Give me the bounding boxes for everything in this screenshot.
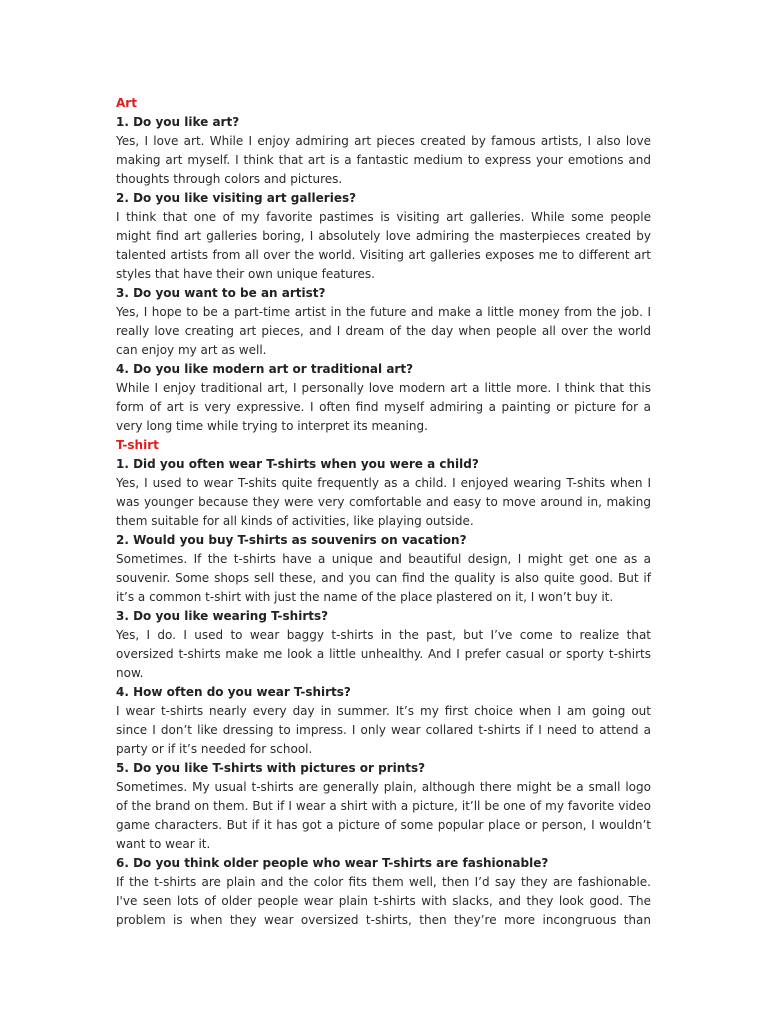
document-page [116,94,651,930]
answer-tshirt-3: Yes, I do. I used to wear baggy t-shirts in the past, but I’ve come to realize that oversized t-shirts make me look a little unhealthy. And I prefer casual or sporty t-shirts now. [116,628,651,680]
question-art-4: 4. Do you like modern art or traditional art? [116,362,414,376]
question-tshirt-3: 3. Do you like wearing T-shirts? [116,609,329,623]
answer-tshirt-1: Yes, I used to wear T-shits quite frequently as a child. I enjoyed wearing T-shits when I was younger because they were very comfortable and easy to move around in, making them suitable for all kinds of activities, like playing outside. [116,476,651,528]
question-tshirt-5: 5. Do you like T-shirts with pictures or prints? [116,761,426,775]
question-art-1: 1. Do you like art? [116,115,240,129]
answer-art-2: I think that one of my favorite pastimes is visiting art galleries. While some people might find art galleries boring, I absolutely love admiring the masterpieces created by talented artists from all over the world. Visiting art galleries exposes me to different art styles that have their own unique features. [116,210,651,281]
question-tshirt-1: 1. Did you often wear T-shirts when you were a child? [116,457,479,471]
question-tshirt-6: 6. Do you think older people who wear T-shirts are fashionable? [116,856,549,870]
question-tshirt-2: 2. Would you buy T-shirts as souvenirs on vacation? [116,533,467,547]
question-tshirt-4: 4. How often do you wear T-shirts? [116,685,351,699]
section-title-art: Art [116,96,137,110]
answer-tshirt-2: Sometimes. If the t-shirts have a unique and beautiful design, I might get one as a souvenir. Some shops sell these, and you can find the quality is also quite good. But if it’s a common t-shirt with just the name of the place plastered on it, I won’t buy it. [116,552,651,604]
question-art-2: 2. Do you like visiting art galleries? [116,191,357,205]
answer-tshirt-5: Sometimes. My usual t-shirts are generally plain, although there might be a small logo of the brand on them. But if I wear a shirt with a picture, it’ll be one of my favorite video game characters. But if it has got a picture of some popular place or person, I wouldn’t want to wear it. [116,780,651,851]
answer-tshirt-6: If the t-shirts are plain and the color fits them well, then I’d say they are fashionable. I've seen lots of older people wear plain t-shirts with slacks, and they look good. The problem is when they wear oversized t-shirts, then they’re more incongruous than [116,875,651,927]
answer-art-4: While I enjoy traditional art, I personally love modern art a little more. I think that this form of art is very expressive. I often find myself admiring a painting or picture for a very long time while trying to interpret its meaning. [116,381,651,433]
answer-tshirt-4: I wear t-shirts nearly every day in summer. It’s my first choice when I am going out since I don’t like dressing to impress. I only wear collared t-shirts if I need to attend a party or if it’s needed for school. [116,704,651,756]
question-art-3: 3. Do you want to be an artist? [116,286,326,300]
answer-art-3: Yes, I hope to be a part-time artist in the future and make a little money from the job. I really love creating art pieces, and I dream of the day when people all over the world can enjoy my art as well. [116,305,651,357]
answer-art-1: Yes, I love art. While I enjoy admiring art pieces created by famous artists, I also love making art myself. I think that art is a fantastic medium to express your emotions and thoughts through colors and pictures. [116,134,651,186]
section-title-tshirt: T-shirt [116,438,159,452]
